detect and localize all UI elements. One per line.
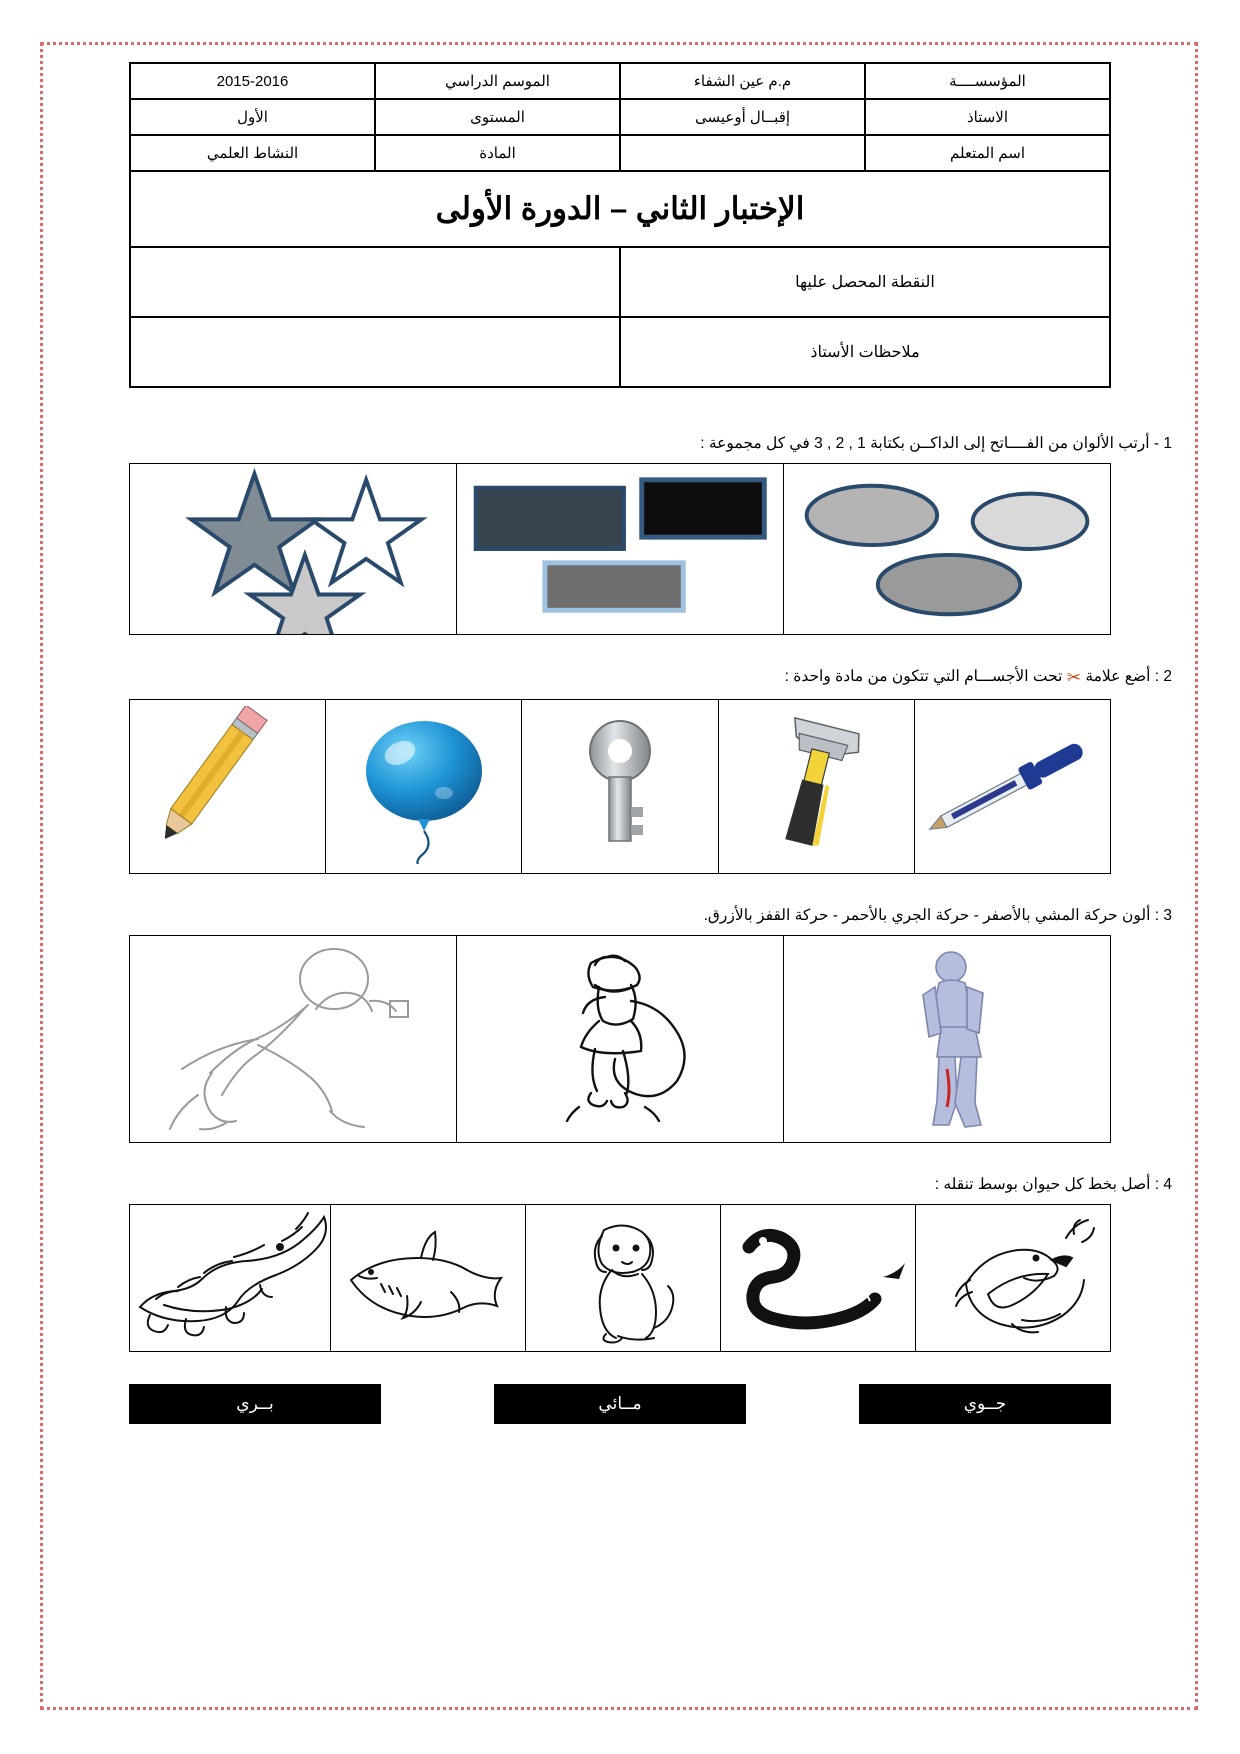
student-name-label: اسم المتعلم	[865, 135, 1110, 171]
question-3-answer-area	[129, 935, 1111, 1143]
ellipses-group[interactable]	[783, 464, 1110, 634]
teacher-value: إقبــال أوعيسى	[620, 99, 865, 135]
subject-label: المادة	[375, 135, 620, 171]
stars-group[interactable]	[130, 464, 456, 634]
question-2-answer-area	[129, 699, 1111, 874]
school-year-label: الموسم الدراسي	[375, 63, 620, 99]
hammer-item[interactable]	[718, 700, 914, 873]
pencil-item[interactable]	[130, 700, 325, 873]
question-2-text	[66, 665, 1174, 691]
table-row	[130, 99, 1110, 135]
question-2-text-before: 2 : أضع علامة	[1085, 668, 1172, 686]
crocodile-item[interactable]	[130, 1205, 330, 1351]
question-2-text-after: تحت الأجســـام التي تتكون من مادة واحدة :	[784, 668, 1063, 686]
label-aerial[interactable]: جــوي	[859, 1384, 1111, 1424]
notes-value[interactable]	[130, 317, 620, 387]
score-value[interactable]	[130, 247, 620, 317]
dog-item[interactable]	[525, 1205, 720, 1351]
table-row	[130, 247, 1110, 317]
key-item[interactable]	[521, 700, 717, 873]
habitat-labels-row	[129, 1384, 1111, 1424]
pen-item[interactable]	[914, 700, 1110, 873]
dove-item[interactable]	[915, 1205, 1110, 1351]
institution-label: المؤسســــة	[865, 63, 1110, 99]
question-3-text: 3 : ألون حركة المشي بالأصفر - حركة الجري بالأحمر - حركة القفز بالأزرق.	[703, 906, 1172, 924]
question-1-text: 1 - أرتب الألوان من الفــــاتح إلى الداكــن بكتابة 1 , 2 , 3 في كل مجموعة :	[700, 435, 1172, 452]
question-1-answer-area	[129, 463, 1111, 635]
balloon-item[interactable]	[325, 700, 521, 873]
running-figure-item[interactable]	[130, 936, 456, 1142]
shark-item[interactable]	[330, 1205, 525, 1351]
level-label: المستوى	[375, 99, 620, 135]
rectangles-group[interactable]	[456, 464, 783, 634]
table-row	[130, 317, 1110, 387]
table-row	[130, 135, 1110, 171]
score-label: النقطة المحصل عليها	[620, 247, 1110, 317]
label-terrestrial[interactable]: بــري	[129, 1384, 381, 1424]
school-year-value: 2015-2016	[130, 63, 375, 99]
label-aquatic[interactable]: مــائي	[494, 1384, 746, 1424]
table-row	[130, 63, 1110, 99]
walking-man-item[interactable]	[783, 936, 1110, 1142]
level-value: الأول	[130, 99, 375, 135]
header-info-table	[129, 62, 1111, 388]
worksheet-content	[66, 62, 1174, 1424]
question-4-answer-area	[129, 1204, 1111, 1352]
teacher-label: الاستاذ	[865, 99, 1110, 135]
student-name-value[interactable]	[620, 135, 865, 171]
table-row	[130, 171, 1110, 247]
snake-item[interactable]	[720, 1205, 915, 1351]
notes-label: ملاحظات الأستاذ	[620, 317, 1110, 387]
institution-value: م.م عين الشفاء	[620, 63, 865, 99]
jumping-rope-girl-item[interactable]	[456, 936, 783, 1142]
exam-title: الإختبار الثاني – الدورة الأولى	[130, 171, 1110, 247]
subject-value: النشاط العلمي	[130, 135, 375, 171]
scissors-icon: ✂	[1066, 668, 1081, 688]
question-4-text: 4 : أصل بخط كل حيوان بوسط تنقله :	[934, 1176, 1172, 1193]
